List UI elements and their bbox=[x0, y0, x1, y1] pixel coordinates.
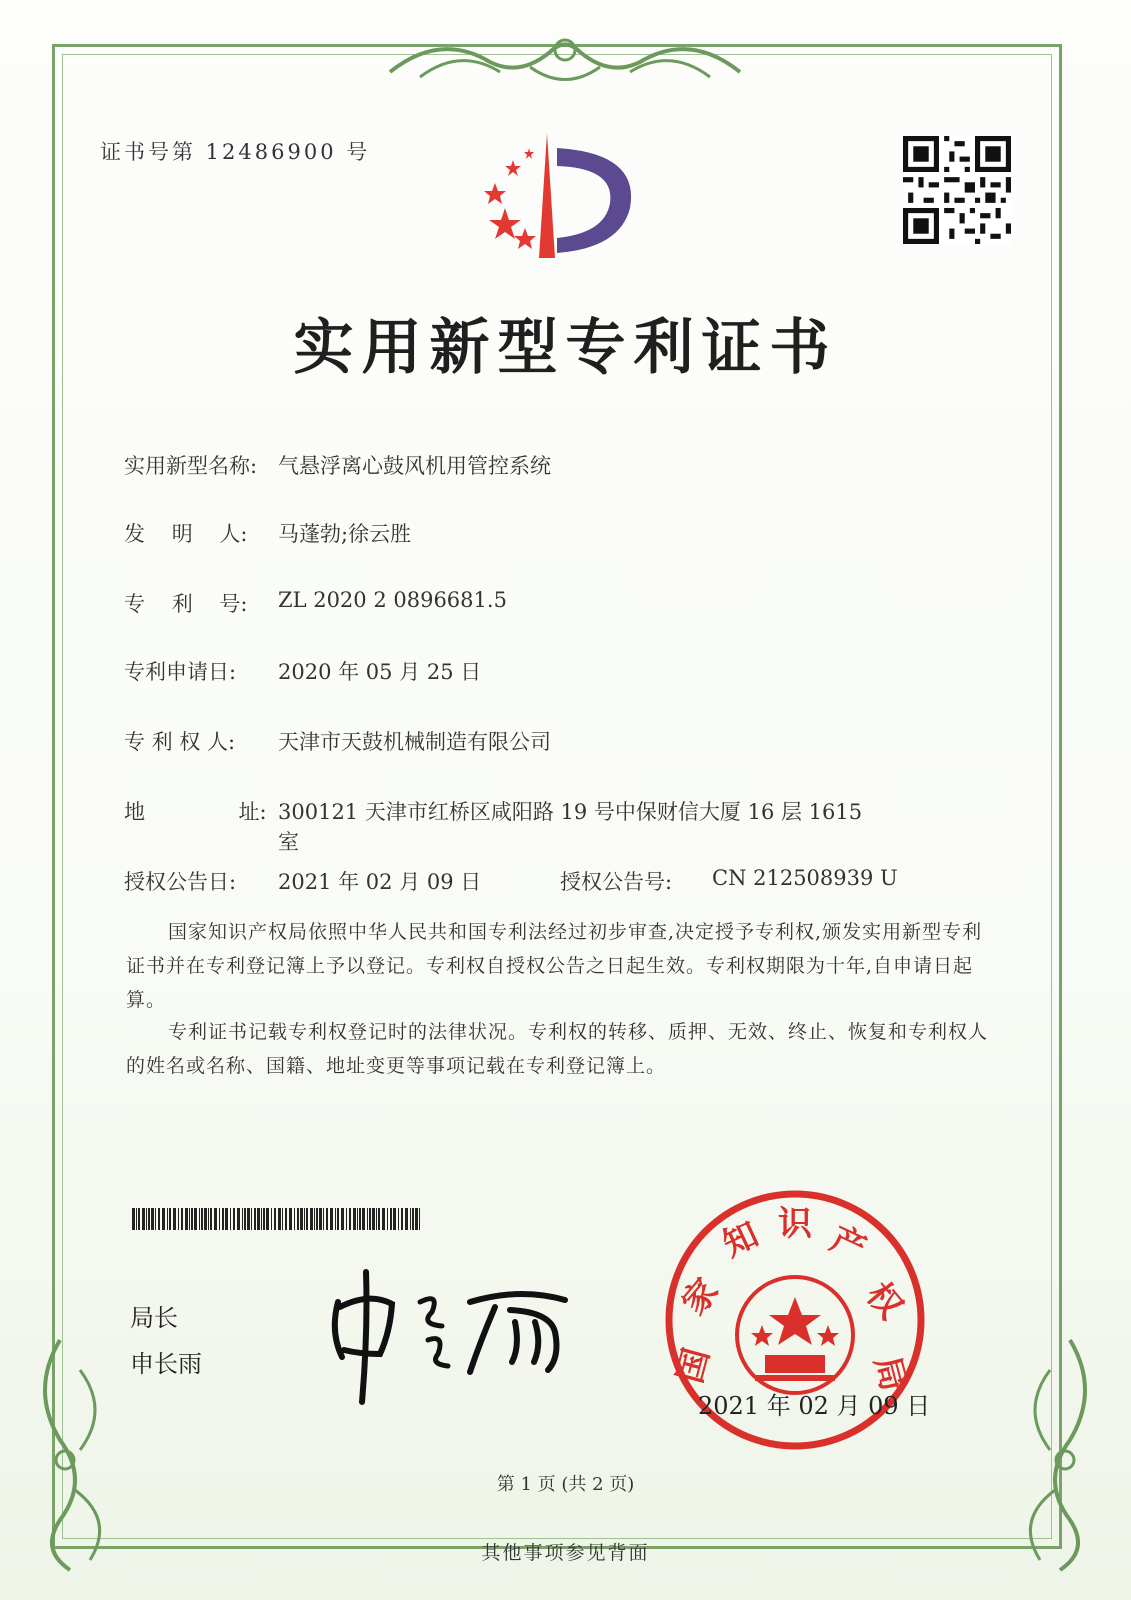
barcode-bar bbox=[222, 1208, 224, 1230]
barcode-bar bbox=[155, 1208, 156, 1230]
grant-date-value: 2021 年 02 月 09 日 bbox=[278, 870, 482, 894]
barcode-bar bbox=[415, 1208, 418, 1230]
barcode-bar bbox=[254, 1208, 256, 1230]
barcode-bar bbox=[376, 1208, 377, 1230]
barcode-bar bbox=[219, 1208, 220, 1230]
barcode-bar bbox=[162, 1208, 165, 1230]
grant-date-label: 授权公告日: bbox=[124, 870, 237, 894]
barcode-bar bbox=[319, 1208, 322, 1230]
barcode-bar bbox=[225, 1208, 228, 1230]
barcode-bar bbox=[251, 1208, 252, 1230]
barcode-bar bbox=[138, 1208, 140, 1230]
barcode-bar bbox=[237, 1208, 240, 1230]
barcode-bar bbox=[294, 1208, 295, 1230]
barcode-bar bbox=[367, 1208, 368, 1230]
address-label: 地 址: bbox=[124, 800, 267, 824]
footer-note: 其他事项参见背面 bbox=[481, 1542, 650, 1564]
barcode-bar bbox=[194, 1208, 197, 1230]
barcode-bar bbox=[410, 1208, 411, 1230]
legal-paragraph-2: 专利证书记载专利权登记时的法律状况。专利权的转移、质押、无效、终止、恢复和专利权人的姓名或名称、国籍、地址变更等事项记载在专利登记簿上。 bbox=[126, 1021, 989, 1077]
top-ornament bbox=[380, 22, 750, 92]
barcode-bar bbox=[214, 1208, 217, 1230]
patent-number-value: ZL 2020 2 0896681.5 bbox=[278, 588, 507, 612]
svg-text:国: 国 bbox=[670, 1344, 718, 1388]
certificate-title: 实用新型专利证书 bbox=[293, 313, 838, 383]
legal-paragraph-1: 国家知识产权局依照中华人民共和国专利法经过初步审查,决定授予专利权,颁发实用新型专利证书并在专利登记簿上予以登记。专利权自授权公告之日起生效。专利权期限为十年,自申请日起算。 bbox=[126, 921, 983, 1011]
utility-model-name-value: 气悬浮离心鼓风机用管控系统 bbox=[278, 454, 551, 478]
barcode-bar bbox=[297, 1208, 299, 1230]
barcode-bar bbox=[372, 1208, 375, 1230]
certificate-number: 证书号第 12486900 号 bbox=[100, 140, 371, 164]
barcode-bar bbox=[285, 1208, 287, 1230]
barcode-bar bbox=[158, 1208, 160, 1230]
barcode bbox=[132, 1208, 422, 1230]
barcode-bar bbox=[242, 1208, 243, 1230]
barcode-bar bbox=[378, 1208, 380, 1230]
svg-text:局: 局 bbox=[866, 1351, 914, 1396]
address-value-line2: 室 bbox=[278, 830, 299, 854]
barcode-bar bbox=[382, 1208, 385, 1230]
barcode-bar bbox=[173, 1208, 176, 1230]
inventor-label: 发 明 人: bbox=[124, 522, 248, 546]
inventor-value: 马蓬勃;徐云胜 bbox=[278, 522, 412, 546]
barcode-bar bbox=[274, 1208, 276, 1230]
barcode-bar bbox=[142, 1208, 145, 1230]
barcode-bar bbox=[263, 1208, 265, 1230]
barcode-bar bbox=[210, 1208, 212, 1230]
barcode-bar bbox=[359, 1208, 361, 1230]
barcode-bar bbox=[323, 1208, 324, 1230]
barcode-bar bbox=[346, 1208, 347, 1230]
barcode-bar bbox=[393, 1208, 396, 1230]
barcode-bar bbox=[136, 1208, 137, 1230]
barcode-bar bbox=[257, 1208, 260, 1230]
barcode-bar bbox=[419, 1208, 420, 1230]
address-value-line1: 300121 天津市红桥区咸阳路 19 号中保财信大厦 16 层 1615 bbox=[278, 800, 863, 824]
barcode-bar bbox=[201, 1208, 203, 1230]
barcode-bar bbox=[304, 1208, 305, 1230]
barcode-bar bbox=[401, 1208, 403, 1230]
barcode-bar bbox=[398, 1208, 399, 1230]
qr-code bbox=[903, 136, 1011, 244]
handwritten-signature bbox=[320, 1262, 580, 1412]
svg-text:知: 知 bbox=[716, 1214, 765, 1266]
barcode-bar bbox=[387, 1208, 388, 1230]
barcode-bar bbox=[230, 1208, 231, 1230]
barcode-bar bbox=[412, 1208, 414, 1230]
svg-text:识: 识 bbox=[778, 1204, 812, 1244]
barcode-bar bbox=[233, 1208, 235, 1230]
barcode-bar bbox=[353, 1208, 356, 1230]
barcode-bar bbox=[189, 1208, 190, 1230]
barcode-bar bbox=[357, 1208, 358, 1230]
application-date-value: 2020 年 05 月 25 日 bbox=[278, 660, 482, 684]
utility-model-name-label: 实用新型名称: bbox=[124, 454, 258, 478]
barcode-bar bbox=[169, 1208, 171, 1230]
barcode-bar bbox=[132, 1208, 135, 1230]
barcode-bar bbox=[278, 1208, 281, 1230]
barcode-bar bbox=[306, 1208, 308, 1230]
barcode-bar bbox=[208, 1208, 209, 1230]
barcode-bar bbox=[369, 1208, 371, 1230]
director-title: 局长 bbox=[130, 1304, 178, 1332]
barcode-bar bbox=[146, 1208, 147, 1230]
barcode-bar bbox=[289, 1208, 292, 1230]
grant-number-label: 授权公告号: bbox=[560, 870, 673, 894]
barcode-bar bbox=[151, 1208, 154, 1230]
barcode-bar bbox=[326, 1208, 328, 1230]
barcode-bar bbox=[362, 1208, 365, 1230]
patentee-value: 天津市天鼓机械制造有限公司 bbox=[278, 730, 551, 754]
svg-text:权: 权 bbox=[858, 1275, 911, 1327]
barcode-bar bbox=[349, 1208, 351, 1230]
barcode-bar bbox=[185, 1208, 188, 1230]
barcode-bar bbox=[148, 1208, 150, 1230]
barcode-bar bbox=[271, 1208, 272, 1230]
barcode-bar bbox=[167, 1208, 168, 1230]
page-number: 第 1 页 (共 2 页) bbox=[496, 1474, 635, 1495]
director-name: 申长雨 bbox=[130, 1350, 202, 1378]
barcode-bar bbox=[330, 1208, 333, 1230]
svg-text:家: 家 bbox=[674, 1271, 727, 1323]
barcode-bar bbox=[261, 1208, 262, 1230]
barcode-bar bbox=[390, 1208, 392, 1230]
barcode-bar bbox=[341, 1208, 344, 1230]
seal-date: 2021 年 02 月 09 日 bbox=[698, 1392, 931, 1420]
barcode-bar bbox=[335, 1208, 336, 1230]
barcode-bar bbox=[204, 1208, 207, 1230]
patent-number-label: 专 利 号: bbox=[124, 592, 248, 616]
barcode-bar bbox=[314, 1208, 315, 1230]
svg-text:产: 产 bbox=[824, 1218, 872, 1270]
barcode-bar bbox=[247, 1208, 250, 1230]
cnipa-emblem-icon bbox=[465, 128, 645, 268]
barcode-bar bbox=[316, 1208, 318, 1230]
barcode-bar bbox=[178, 1208, 179, 1230]
barcode-bar bbox=[191, 1208, 193, 1230]
barcode-bar bbox=[337, 1208, 339, 1230]
barcode-bar bbox=[199, 1208, 200, 1230]
barcode-bar bbox=[181, 1208, 183, 1230]
barcode-bar bbox=[405, 1208, 408, 1230]
barcode-bar bbox=[244, 1208, 246, 1230]
patentee-label: 专 利 权 人: bbox=[124, 730, 236, 754]
barcode-bar bbox=[310, 1208, 313, 1230]
grant-number-value: CN 212508939 U bbox=[712, 866, 898, 890]
barcode-bar bbox=[266, 1208, 269, 1230]
barcode-bar bbox=[300, 1208, 303, 1230]
application-date-label: 专利申请日: bbox=[124, 660, 237, 684]
barcode-bar bbox=[282, 1208, 283, 1230]
